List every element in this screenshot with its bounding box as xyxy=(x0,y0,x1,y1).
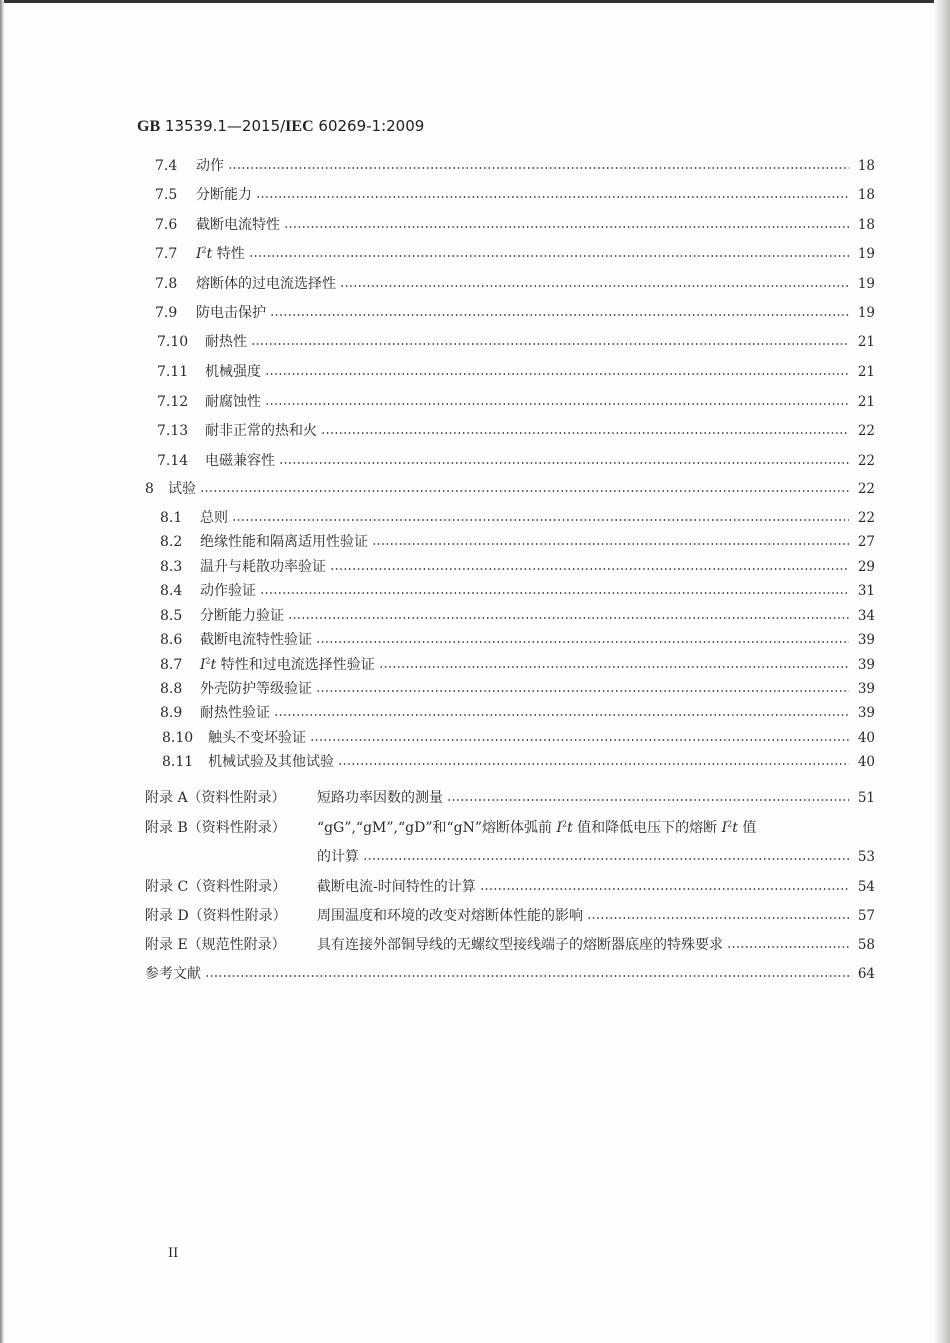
toc-title: 耐非正常的热和火 xyxy=(205,423,317,439)
toc-entry[interactable] xyxy=(145,787,875,807)
dot-leader xyxy=(379,666,849,668)
toc-number: 8.4 xyxy=(160,583,183,599)
toc-title: 截断电流特性 xyxy=(196,217,280,233)
toc-page-number: 21 xyxy=(857,364,875,380)
toc-entry[interactable] xyxy=(160,531,875,551)
toc-title: 电磁兼容性 xyxy=(205,453,275,469)
toc-number: 7.7 xyxy=(155,246,178,262)
toc-entry[interactable] xyxy=(160,702,875,722)
dot-leader xyxy=(340,285,849,287)
toc-number: 8.1 xyxy=(160,510,183,526)
toc-title: 总则 xyxy=(200,510,228,526)
toc-title: 参考文献 xyxy=(145,966,201,982)
toc-number: 8.3 xyxy=(160,559,183,575)
toc-entry[interactable] xyxy=(155,243,875,263)
toc-page-number: 31 xyxy=(857,583,875,599)
toc-title: 机械试验及其他试验 xyxy=(208,754,334,770)
toc-entry[interactable] xyxy=(157,420,875,440)
scan-left-edge xyxy=(0,0,4,1343)
toc-number: 7.12 xyxy=(157,394,189,410)
header-prefix: GB xyxy=(137,118,161,135)
toc-entry[interactable] xyxy=(160,580,875,600)
dot-leader xyxy=(265,403,849,405)
toc-entry[interactable] xyxy=(155,184,875,204)
dot-leader xyxy=(330,568,849,570)
toc-title: $I^2t$ 特性和过电流选择性验证 xyxy=(200,656,375,673)
toc-number: 附录 E（规范性附录） xyxy=(145,937,286,953)
toc-page-number: 18 xyxy=(857,217,875,233)
toc-entry[interactable] xyxy=(157,331,875,351)
toc-number: 7.9 xyxy=(155,305,178,321)
toc-title: 耐热性 xyxy=(205,334,247,350)
toc-entry[interactable] xyxy=(145,905,875,925)
header-iec: IEC xyxy=(285,118,314,135)
toc-title: 截断电流-时间特性的计算 xyxy=(317,879,476,895)
toc-page-number: 40 xyxy=(857,754,875,770)
toc-page-number: 22 xyxy=(857,510,875,526)
toc-number: 8.6 xyxy=(160,632,183,648)
toc-page-number: 40 xyxy=(857,730,875,746)
toc-title: 防电击保护 xyxy=(196,305,266,321)
dot-leader xyxy=(228,167,849,169)
toc-number: 附录 D（资料性附录） xyxy=(145,908,287,924)
toc-title: 分断能力验证 xyxy=(200,608,284,624)
toc-number: 8.2 xyxy=(160,534,183,550)
dot-leader xyxy=(251,343,849,345)
toc-number: 7.8 xyxy=(155,276,178,292)
toc-page-number: 53 xyxy=(857,849,875,865)
toc-entry[interactable] xyxy=(160,678,875,698)
toc-number: 8 xyxy=(145,481,154,497)
toc-entry[interactable] xyxy=(155,155,875,175)
toc-title: 外壳防护等级验证 xyxy=(200,681,312,697)
toc-page-number: 51 xyxy=(857,790,875,806)
toc-entry[interactable] xyxy=(155,302,875,322)
toc-entry[interactable] xyxy=(145,478,875,498)
toc-entry[interactable] xyxy=(157,450,875,470)
toc-number: 7.5 xyxy=(155,187,178,203)
dot-leader xyxy=(338,763,849,765)
dot-leader xyxy=(316,690,849,692)
toc-page-number: 39 xyxy=(857,705,875,721)
toc-title: 触头不变坏验证 xyxy=(208,730,306,746)
toc-page-number: 39 xyxy=(857,681,875,697)
toc-page-number: 27 xyxy=(857,534,875,550)
toc-title: 动作 xyxy=(196,158,224,174)
dot-leader xyxy=(270,314,849,316)
dot-leader xyxy=(727,946,849,948)
toc-title: $I^2t$ 特性 xyxy=(196,245,245,262)
toc-number: 7.14 xyxy=(157,453,189,469)
dot-leader xyxy=(288,617,849,619)
dot-leader xyxy=(310,739,849,741)
toc-page-number: 21 xyxy=(857,334,875,350)
toc-title: 截断电流特性验证 xyxy=(200,632,312,648)
toc-number: 7.10 xyxy=(157,334,189,350)
toc-page-number: 19 xyxy=(857,246,875,262)
toc-number: 8.5 xyxy=(160,608,183,624)
toc-page-number: 19 xyxy=(857,305,875,321)
toc-title: 熔断体的过电流选择性 xyxy=(196,276,336,292)
toc-page-number: 34 xyxy=(857,608,875,624)
toc-page-number: 58 xyxy=(857,937,875,953)
toc-page-number: 18 xyxy=(857,187,875,203)
toc-page-number: 22 xyxy=(857,481,875,497)
toc-number: 8.8 xyxy=(160,681,183,697)
toc-entry[interactable] xyxy=(145,963,875,983)
toc-entry[interactable] xyxy=(155,214,875,234)
dot-leader xyxy=(279,462,849,464)
dot-leader xyxy=(274,714,849,716)
toc-page-number: 29 xyxy=(857,559,875,575)
dot-leader xyxy=(232,519,849,521)
toc-number: 8.11 xyxy=(162,754,194,770)
dot-leader xyxy=(447,799,849,801)
scan-top-edge xyxy=(0,0,950,3)
dot-leader xyxy=(321,432,849,434)
toc-annex-label: 附录 B（资料性附录） xyxy=(145,820,286,836)
toc-entry[interactable] xyxy=(145,934,875,954)
toc-title: 短路功率因数的测量 xyxy=(317,790,443,806)
toc-entry[interactable] xyxy=(145,846,875,866)
toc-entry[interactable] xyxy=(145,876,875,896)
dot-leader xyxy=(265,373,849,375)
toc-number: 附录 C（资料性附录） xyxy=(145,879,287,895)
toc-entry[interactable] xyxy=(160,556,875,576)
toc-number: 7.13 xyxy=(157,423,189,439)
dot-leader xyxy=(284,226,849,228)
dot-leader xyxy=(256,196,849,198)
dot-leader xyxy=(200,490,849,492)
dot-leader xyxy=(205,975,849,977)
dot-leader xyxy=(363,858,849,860)
dot-leader xyxy=(587,917,849,919)
toc-title: 耐腐蚀性 xyxy=(205,394,261,410)
scan-right-edge xyxy=(934,0,950,1343)
toc-title-line1[interactable]: “gG”,“gM”,“gD”和“gN”熔断体弧前 $I^2t$ 值和降低电压下的熔断 $I^2t$ 值 xyxy=(317,819,757,836)
document-header xyxy=(137,117,424,136)
toc-number: 7.6 xyxy=(155,217,178,233)
toc-page-number: 22 xyxy=(857,453,875,469)
toc-entry[interactable] xyxy=(157,391,875,411)
toc-title: 试验 xyxy=(168,481,196,497)
toc-page-number: 18 xyxy=(857,158,875,174)
toc-page-number: 22 xyxy=(857,423,875,439)
toc-title: 温升与耗散功率验证 xyxy=(200,559,326,575)
toc-page-number: 64 xyxy=(857,966,875,982)
toc-number: 附录 A（资料性附录） xyxy=(145,790,286,806)
toc-title: 具有连接外部铜导线的无螺纹型接线端子的熔断器底座的特殊要求 xyxy=(317,937,723,953)
dot-leader xyxy=(372,543,849,545)
toc-entry[interactable] xyxy=(160,605,875,625)
toc-page-number: 21 xyxy=(857,394,875,410)
header-iec-code: 60269-1:2009 xyxy=(318,117,425,135)
dot-leader xyxy=(260,592,849,594)
toc-page-number: 19 xyxy=(857,276,875,292)
toc-title: 的计算 xyxy=(317,849,359,865)
toc-title: 周围温度和环境的改变对熔断体性能的影响 xyxy=(317,908,583,924)
toc-page-number: 54 xyxy=(857,879,875,895)
toc-title: 动作验证 xyxy=(200,583,256,599)
toc-entry[interactable] xyxy=(160,629,875,649)
dot-leader xyxy=(316,641,849,643)
toc-number: 7.4 xyxy=(155,158,178,174)
toc-title: 机械强度 xyxy=(205,364,261,380)
toc-entry[interactable] xyxy=(155,273,875,293)
toc-title: 分断能力 xyxy=(196,187,252,203)
page-number: II xyxy=(168,1246,179,1261)
toc-entry[interactable] xyxy=(160,654,875,674)
dot-leader xyxy=(249,255,849,257)
toc-entry[interactable] xyxy=(162,751,875,771)
toc-number: 7.11 xyxy=(157,364,189,380)
toc-number: 8.7 xyxy=(160,657,183,673)
dot-leader xyxy=(480,888,849,890)
toc-entry[interactable] xyxy=(160,507,875,527)
toc-page-number: 39 xyxy=(857,632,875,648)
toc-title: 绝缘性能和隔离适用性验证 xyxy=(200,534,368,550)
toc-number: 8.9 xyxy=(160,705,183,721)
toc-number: 8.10 xyxy=(162,730,194,746)
toc-entry[interactable] xyxy=(162,727,875,747)
toc-page-number: 39 xyxy=(857,657,875,673)
toc-title: 耐热性验证 xyxy=(200,705,270,721)
toc-page-number: 57 xyxy=(857,908,875,924)
header-code: 13539.1—2015/ xyxy=(164,117,286,135)
toc-entry[interactable] xyxy=(157,361,875,381)
